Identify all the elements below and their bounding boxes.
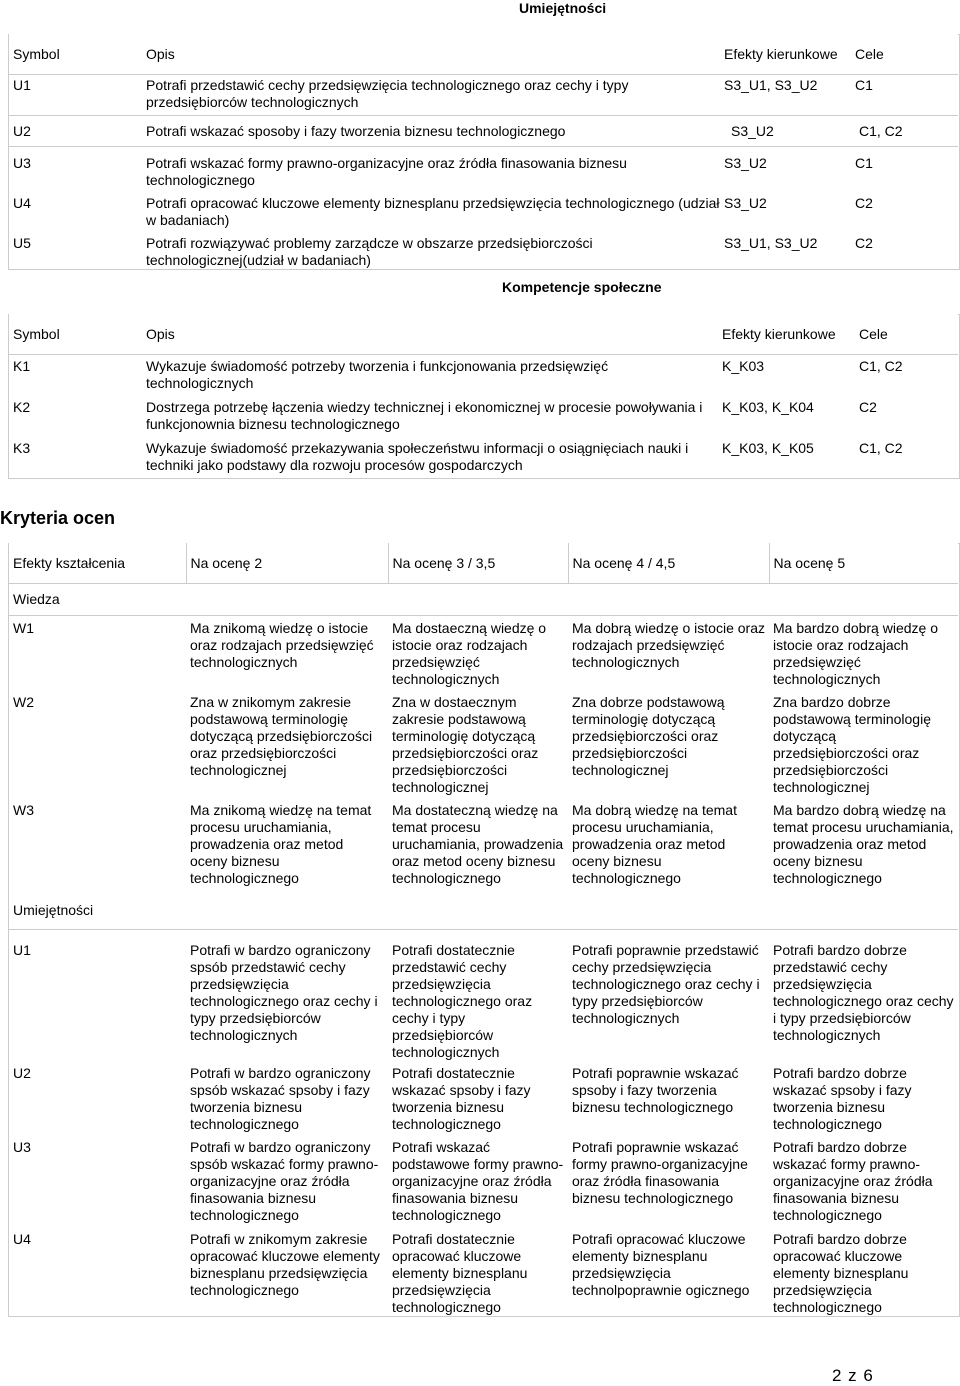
cell-efekty: S3_U1, S3_U2 [724, 235, 818, 251]
cell-cele: C2 [855, 235, 873, 251]
cell-ocena-5: Potrafi bardzo dobrze opracować kluczowe elementy biznesplanu przedsięwzięcia technologicznego [773, 1231, 909, 1315]
social-title: Kompetencje społeczne [502, 279, 662, 295]
cell-efekty: S3_U2 [724, 195, 767, 211]
cell-efekty: S3_U2 [731, 122, 774, 139]
cell-opis [142, 116, 855, 147]
cell-symbol: W2 [13, 693, 34, 710]
header-opis: Opis [142, 34, 724, 75]
cell-opis: Potrafi opracować kluczowe elementy biznesplanu przedsięwzięcia technologicznego (udział w badaniach) [146, 195, 720, 228]
cell-ocena-5: Ma bardzo dobrą wiedzę na temat procesu uruchamiania, prowadzenia oraz metod oceny biznesu technologicznego [773, 801, 954, 886]
cell-ocena-2: Potrafi w bardzo ograniczony spsób wskazać formy prawno-organizacyjne oraz źródła finasowania biznesu technologicznego [190, 1139, 379, 1223]
cell-ocena-3: Potrafi wskazać podstawowe formy prawno-organizacyjne oraz źródła finasowania biznesu technologicznego [392, 1139, 564, 1223]
table-row [9, 229, 958, 269]
skills-title: Umiejętności [519, 0, 607, 16]
cell-efekty: S3_U1, S3_U2 [724, 77, 818, 93]
cell-symbol: U2 [13, 1065, 31, 1081]
cell-symbol: K2 [13, 398, 31, 415]
cell-ocena-4: Potrafi poprawnie wskazać spsoby i fazy tworzenia biznesu technologicznego [572, 1065, 739, 1115]
cell-opis: Potrafi przedstawić cechy przedsięwzięcia technologicznego oraz cechy i typy przedsiębiorców technologicznych [146, 77, 629, 110]
table-row [9, 437, 958, 478]
wiedza-label: Wiedza [13, 591, 60, 607]
header-opis: Opis [142, 314, 722, 355]
cell-ocena-3: Potrafi dostatecznie opracować kluczowe elementy biznesplanu przedsięwzięcia technologicznego [392, 1231, 528, 1315]
header-ocena-3: Na ocenę 3 / 3,5 [388, 543, 568, 584]
criteria-title: Kryteria ocen [0, 508, 116, 528]
cell-symbol: U2 [13, 122, 31, 139]
cell-symbol: U3 [13, 155, 31, 171]
header-ocena-4: Na ocenę 4 / 4,5 [568, 543, 769, 584]
header-cele: Cele [855, 34, 958, 75]
cell-ocena-2: Potrafi w bardzo ograniczony spsób wskazać spsoby i fazy tworzenia biznesu technologicznego [190, 1065, 371, 1132]
umiejetnosci-label: Umiejętności [13, 901, 94, 918]
table-row [9, 75, 958, 116]
skills-table [9, 34, 958, 269]
social-header-row [9, 314, 958, 355]
header-efekty-ksztalcenia: Efekty kształcenia [9, 543, 186, 584]
cell-efekty: K_K03, K_K04 [722, 398, 814, 415]
cell-symbol: U1 [13, 942, 31, 958]
header-ocena-5: Na ocenę 5 [769, 543, 958, 584]
cell-opis: Potrafi rozwiązywać problemy zarządcze w obszarze przedsiębiorczości technologicznej(udział w badaniach) [146, 235, 593, 268]
cell-ocena-3: Potrafi dostatecznie wskazać spsoby i fazy tworzenia biznesu technologicznego [392, 1065, 531, 1132]
header-ocena-2: Na ocenę 2 [186, 543, 388, 584]
cell-ocena-4: Ma dobrą wiedzę o istocie oraz rodzajach przedsięwzięć technologicznych [572, 620, 765, 670]
cell-symbol: U3 [13, 1139, 31, 1155]
table-row [9, 396, 958, 437]
wiedza-section-row [9, 584, 958, 616]
cell-ocena-3: Ma dostateczną wiedzę na temat procesu uruchamiania, prowadzenia oraz metod oceny biznesu technologicznego [392, 801, 564, 886]
cell-symbol: W1 [13, 620, 34, 636]
umiejetnosci-section-row [9, 898, 958, 930]
cell-efekty: K_K03 [722, 358, 765, 374]
table-row [9, 930, 958, 1062]
cell-opis: Wykazuje świadomość przekazywania społeczeństwu informacji o osiągnięciach nauki i techniki jako podstawy dla rozwoju procesów gospodarczych [146, 439, 689, 473]
header-cele: Cele [855, 314, 958, 355]
cell-ocena-5: Potrafi bardzo dobrze wskazać formy prawno-organizacyjne oraz źródła finasowania biznesu technologicznego [773, 1139, 933, 1223]
cell-cele: C1, C2 [859, 358, 903, 374]
cell-ocena-3: Potrafi dostatecznie przedstawić cechy przedsięwzięcia technologicznego oraz cechy i typy przedsiębiorców technologicznych [392, 942, 533, 1060]
table-row [9, 690, 958, 798]
header-symbol: Symbol [9, 314, 142, 355]
table-row [9, 1227, 958, 1320]
table-row [9, 616, 958, 690]
header-efekty: Efekty kierunkowe [724, 34, 855, 75]
table-row [9, 189, 958, 229]
header-efekty: Efekty kierunkowe [722, 314, 855, 355]
cell-opis: Wykazuje świadomość potrzeby tworzenia i funkcjonowania przedsięwzięć technologicznych [146, 358, 609, 391]
cell-symbol: U1 [13, 77, 31, 93]
cell-cele: C1, C2 [859, 439, 903, 456]
cell-ocena-3: Ma dostaeczną wiedzę o istocie oraz rodzajach przedsięwzięć technologicznych [392, 620, 547, 687]
cell-symbol: U4 [13, 1231, 31, 1247]
cell-ocena-2: Ma znikomą wiedzę o istocie oraz rodzajach przedsięwzięć technologicznych [190, 620, 374, 670]
cell-symbol: U5 [13, 235, 31, 251]
cell-ocena-2: Ma znikomą wiedzę na temat procesu uruchamiania, prowadzenia oraz metod oceny biznesu technologicznego [190, 801, 372, 886]
cell-efekty: S3_U2 [724, 155, 767, 171]
cell-ocena-4: Potrafi poprawnie wskazać formy prawno-organizacyjne oraz źródła finasowania biznesu technologicznego [572, 1139, 748, 1206]
page-number: 2 z 6 [832, 1366, 874, 1385]
cell-ocena-2: Potrafi w znikomym zakresie opracować kluczowe elementy biznesplanu przedsięwzięcia technologicznego [190, 1231, 380, 1298]
cell-cele: C2 [855, 195, 873, 211]
criteria-header-row [9, 543, 958, 584]
table-row [9, 116, 958, 147]
cell-symbol: K3 [13, 439, 31, 456]
cell-cele: C1, C2 [859, 122, 903, 139]
cell-ocena-5: Potrafi bardzo dobrze wskazać spsoby i fazy tworzenia biznesu technologicznego [773, 1065, 912, 1132]
cell-ocena-4: Ma dobrą wiedzę na temat procesu uruchamiania, prowadzenia oraz metod oceny biznesu technologicznego [572, 801, 737, 886]
header-symbol: Symbol [9, 34, 142, 75]
table-row [9, 798, 958, 898]
cell-ocena-2: Zna w znikomym zakresie podstawową terminologię dotyczącą przedsiębiorczości oraz przedsiębiorczości technologicznej [190, 693, 373, 778]
cell-ocena-5: Ma bardzo dobrą wiedzę o istocie oraz rodzajach przedsięwzięć technologicznych [773, 620, 938, 687]
cell-symbol: K1 [13, 358, 31, 374]
cell-ocena-5: Potrafi bardzo dobrze przedstawić cechy przedsięwzięcia technologicznego oraz cechy i typy przedsiębiorców technologicznych [773, 942, 954, 1043]
table-row [9, 1061, 958, 1135]
table-row [9, 355, 958, 396]
table-row [9, 147, 958, 190]
cell-symbol: W3 [13, 801, 34, 818]
cell-ocena-4: Potrafi opracować kluczowe elementy biznesplanu przedsięwzięcia technolpoprawnie ogicznego [572, 1231, 750, 1298]
cell-opis: Dostrzega potrzebę łączenia wiedzy technicznej i ekonomicznej w procesie powoływania i funkcjonownia biznesu technologicznego [146, 398, 703, 432]
cell-ocena-4: Potrafi poprawnie przedstawić cechy przedsięwzięcia technologicznego oraz cechy i typy przedsiębiorców technologicznych [572, 942, 760, 1026]
cell-opis: Potrafi wskazać formy prawno-organizacyjne oraz źródła finasowania biznesu technologicznego [146, 155, 627, 188]
cell-efekty: K_K03, K_K05 [722, 439, 814, 456]
skills-header-row [9, 34, 958, 75]
cell-symbol: U4 [13, 195, 31, 211]
cell-cele: C2 [859, 398, 877, 415]
cell-cele: C1 [855, 77, 873, 93]
cell-ocena-2: Potrafi w bardzo ograniczony spsób przedstawić cechy przedsięwzięcia technologicznego oraz cechy i typy przedsiębiorców technologicznych [190, 942, 378, 1043]
cell-ocena-5: Zna bardzo dobrze podstawową terminologię dotyczącą przedsiębiorczości oraz przedsiębiorczości technologicznej [773, 693, 931, 795]
cell-ocena-3: Zna w dostaecznym zakresie podstawową terminologię dotyczącą przedsiębiorczości oraz przedsiębiorczości technologicznej [392, 693, 539, 795]
cell-opis-text: Potrafi wskazać sposoby i fazy tworzenia biznesu technologicznego [146, 122, 566, 139]
criteria-table [9, 543, 958, 1320]
social-table [9, 314, 958, 478]
table-row [9, 1135, 958, 1227]
cell-ocena-4: Zna dobrze podstawową terminologię dotyczącą przedsiębiorczości oraz przedsiębiorczości technologicznej [572, 693, 725, 778]
cell-cele: C1 [855, 155, 873, 171]
